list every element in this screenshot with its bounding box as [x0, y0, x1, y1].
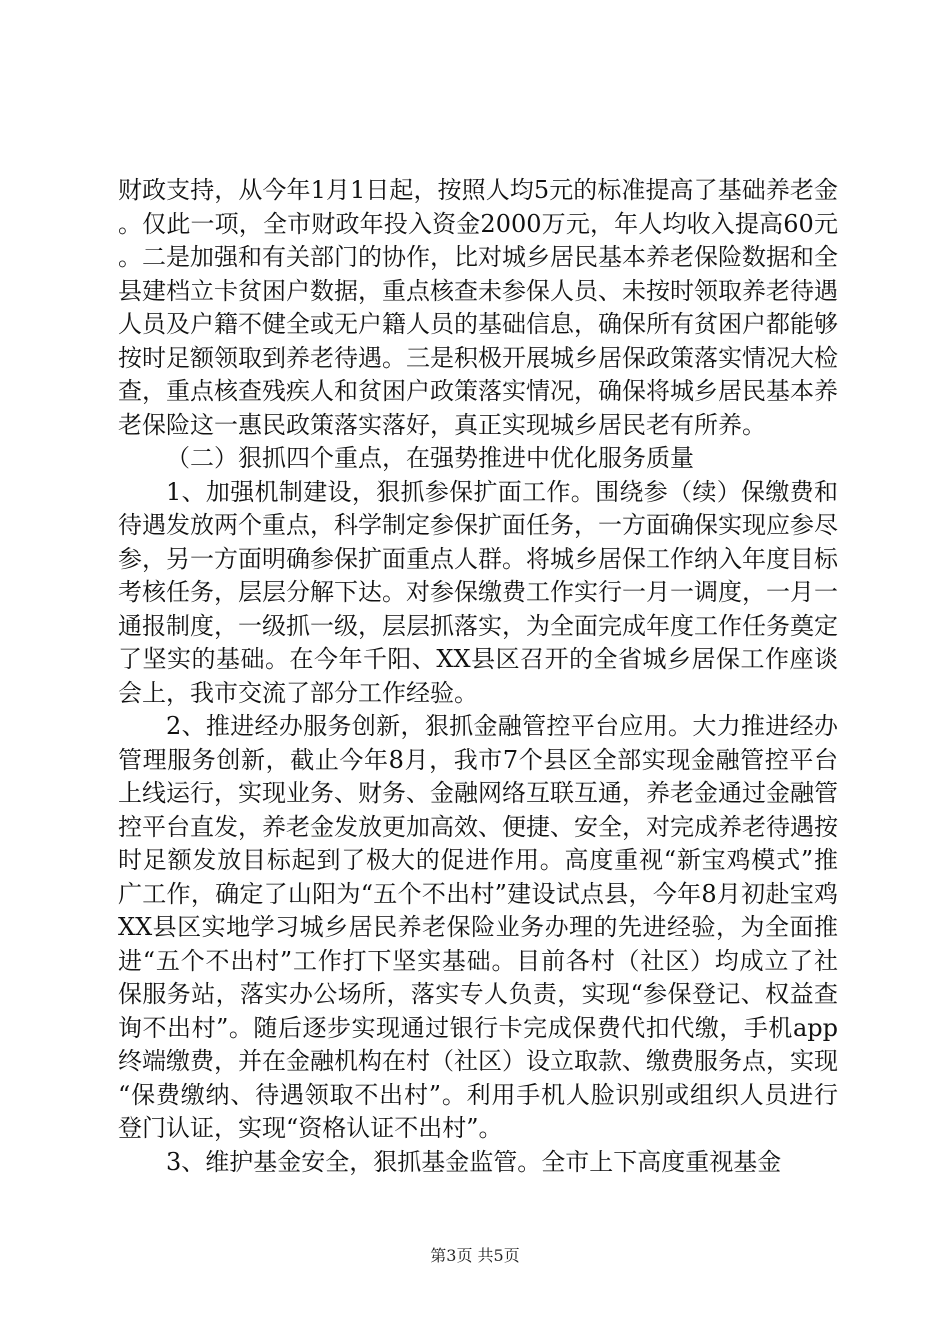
- paragraph-service-innovation: 2、推进经办服务创新，狠抓金融管控平台应用。大力推进经办管理服务创新，截止今年8月，我市7个县区全部实现金融管控平台上线运行，实现业务、财务、金融网络互联互通，养老金通过金融管控平台直发，养老金发放更加高效、便捷、安全，对完成养老待遇按时足额发放目标起到了极大的促进作用。高度重视“新宝鸡模式”推广工作，确定了山阳为“五个不出村”建设试点县，今年8月初赴宝鸡XX县区实地学习城乡居民养老保险业务办理的先进经验，为全面推进“五个不出村”工作打下坚实基础。目前各村（社区）均成立了社保服务站，落实办公场所，落实专人负责，实现“参保登记、权益查询不出村”。随后逐步实现通过银行卡完成保费代扣代缴，手机app终端缴费，并在金融机构在村（社区）设立取款、缴费服务点，实现“保费缴纳、待遇领取不出村”。利用手机人脸识别或组织人员进行登门认证，实现“资格认证不出村”。: [118, 712, 838, 1142]
- paragraph-fund-safety: 3、维护基金安全，狠抓基金监管。全市上下高度重视基金: [166, 1147, 782, 1176]
- page-footer: 第3页 共5页: [430, 1246, 520, 1265]
- document-body: [118, 174, 838, 1179]
- paragraph-finance-support: 财政支持，从今年1月1日起，按照人均5元的标准提高了基础养老金。仅此一项，全市财政年投入资金2000万元，年人均收入提高60元。二是加强和有关部门的协作，比对城乡居民基本养老保险数据和全县建档立卡贫困户数据，重点核查未参保人员、未按时领取养老待遇人员及户籍不健全或无户籍人员的基础信息，确保所有贫困户都能够按时足额领取到养老待遇。三是积极开展城乡居保政策落实情况大检查，重点核查残疾人和贫困户政策落实情况，确保将城乡居民基本养老保险这一惠民政策落实落好，真正实现城乡居民老有所养。: [118, 176, 838, 439]
- paragraph-mechanism: 1、加强机制建设，狠抓参保扩面工作。围绕参（续）保缴费和待遇发放两个重点，科学制定参保扩面任务，一方面确保实现应参尽参，另一方面明确参保扩面重点人群。将城乡居保工作纳入年度目标考核任务，层层分解下达。对参保缴费工作实行一月一调度，一月一通报制度，一级抓一级，层层抓落实，为全面完成年度工作任务奠定了坚实的基础。在今年千阳、XX县区召开的全省城乡居保工作座谈会上，我市交流了部分工作经验。: [118, 477, 838, 707]
- section-heading: （二）狠抓四个重点，在强势推进中优化服务质量: [166, 444, 694, 472]
